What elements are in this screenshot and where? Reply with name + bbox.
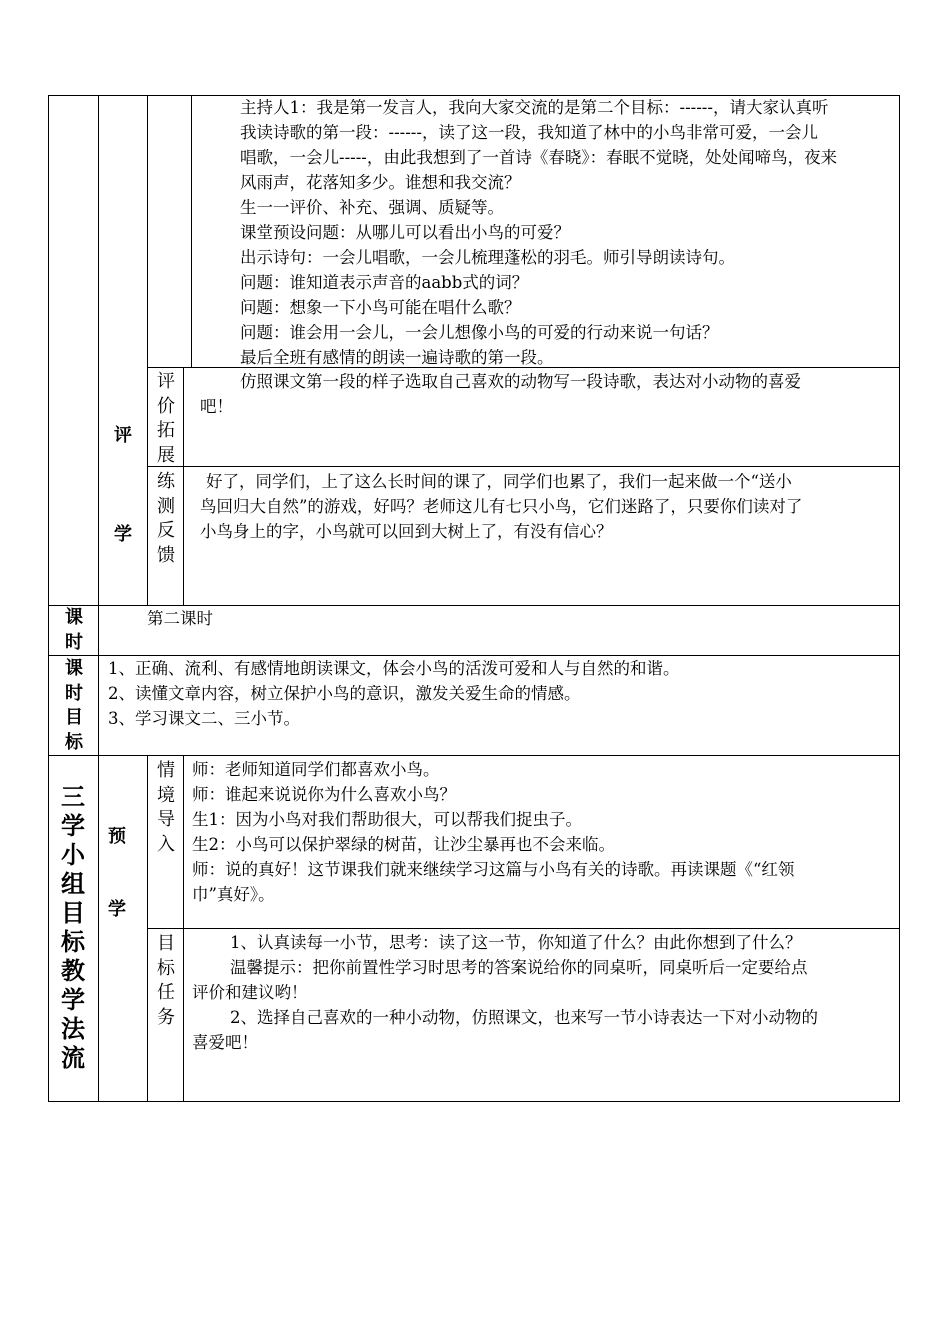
discussion-line: 我读诗歌的第一段：------，读了这一段，我知道了林中的小鸟非常可爱，一会儿	[240, 123, 818, 142]
col2-left-section1	[98, 95, 99, 606]
extend-line: 吧！	[200, 397, 233, 416]
label-char: 入	[157, 833, 175, 855]
lesson-time-divider	[98, 605, 99, 656]
goals-text	[108, 656, 893, 731]
label-char: 课	[65, 607, 83, 628]
feedback-line: 鸟回归大自然”的游戏，好吗？老师这儿有七只小鸟，它们迷路了，只要你们读对了	[200, 497, 803, 516]
col3-left-process	[147, 755, 148, 1102]
label-char: 练	[157, 471, 175, 492]
intro-line: 生1：因为小鸟对我们帮助很大，可以帮我们捉虫子。	[192, 810, 582, 829]
title-char: 教	[61, 957, 85, 985]
label-char: 情	[157, 760, 175, 781]
col3-left-section1	[147, 95, 148, 606]
feedback-line: 好了，同学们，上了这么长时间的课了，同学们也累了，我们一起来做一个“送小	[206, 472, 792, 491]
goal-line: 1、正确、流利、有感情地朗读课文，体会小鸟的活泼可爱和人与自然的和谐。	[108, 659, 680, 678]
task-line: 2、选择自己喜欢的一种小动物，仿照课文，也来写一节小诗表达一下对小动物的	[230, 1008, 818, 1027]
discussion-line: 问题：谁知道表示声音的aabb式的词？	[240, 273, 529, 292]
label-char: 目	[65, 707, 83, 728]
title-char: 组	[61, 870, 85, 898]
discussion-line: 唱歌，一会儿-----，由此我想到了一首诗《春晓》：春眠不觉晓，处处闻啼鸟，夜来	[240, 148, 838, 167]
goals-divider	[98, 655, 99, 756]
feedback-line: 小鸟身上的字，小鸟就可以回到大树上了，有没有信心？	[200, 522, 613, 541]
process-title	[58, 783, 88, 1073]
discussion-line: 风雨声，花落知多少。谁想和我交流？	[240, 173, 521, 192]
title-char: 学	[61, 812, 85, 840]
intro-line: 师：老师知道同学们都喜欢小鸟。	[192, 760, 440, 779]
intro-line: 生2：小鸟可以保护翠绿的树苗，让沙尘暴再也不会来临。	[192, 835, 615, 854]
goal-line: 2、读懂文章内容，树立保护小鸟的意识，激发关爱生命的情感。	[108, 684, 581, 703]
intro-line: 师：说的真好！这节课我们就来继续学习这篇与小鸟有关的诗歌。再读课题《“红领	[192, 860, 795, 879]
title-char: 三	[61, 783, 85, 811]
col4-left-extend	[183, 367, 184, 606]
label-char: 测	[157, 495, 175, 517]
label-char: 时	[65, 631, 83, 653]
task-line: 温馨提示：把你前置性学习时思考的答案说给你的同桌听，同桌听后一定要给点	[230, 958, 808, 977]
goals-label	[63, 657, 85, 755]
label-char: 时	[65, 682, 83, 704]
intro-label	[155, 759, 177, 857]
title-char: 流	[61, 1044, 85, 1072]
label-char: 价	[157, 395, 175, 417]
label-char: 标	[157, 957, 175, 979]
title-char: 学	[61, 986, 85, 1014]
lesson-time-value: 第二课时	[147, 609, 213, 628]
evaluate-char: 评	[114, 425, 132, 446]
lesson-time-label	[63, 606, 85, 655]
label-char: 任	[157, 982, 175, 1003]
label-char: 评	[157, 371, 175, 392]
label-char: 课	[65, 658, 83, 679]
label-char: 导	[157, 809, 175, 830]
title-char: 小	[61, 841, 85, 869]
discussion-line: 问题：想象一下小鸟可能在唱什么歌？	[240, 298, 521, 317]
extend-label	[155, 370, 177, 468]
divider-intro-task	[147, 928, 900, 929]
title-char: 标	[61, 928, 85, 956]
extend-line: 仿照课文第一段的样子选取自己喜欢的动物写一段诗歌，表达对小动物的喜爱	[240, 372, 801, 391]
intro-text	[192, 757, 892, 907]
label-char: 反	[157, 520, 175, 541]
evaluate-char: 学	[114, 524, 132, 545]
discussion-line: 生一一评价、补充、强调、质疑等。	[240, 198, 504, 217]
feedback-label	[155, 470, 177, 568]
feedback-text	[200, 469, 895, 544]
border-bottom	[48, 1101, 900, 1102]
task-text	[192, 930, 892, 1055]
col2-left-process	[98, 755, 99, 1102]
discussion-line: 出示诗句：一会儿唱歌，一会儿梳理蓬松的羽毛。师引导朗读诗句。	[240, 248, 735, 267]
col4-left-discussion	[191, 95, 192, 368]
label-char: 标	[65, 731, 83, 753]
intro-line: 师：谁起来说说你为什么喜欢小鸟？	[192, 785, 456, 804]
goal-line: 3、学习课文二、三小节。	[108, 709, 300, 728]
discussion-line: 问题：谁会用一会儿，一会儿想像小鸟的可爱的行动来说一句话？	[240, 323, 719, 342]
task-line: 评价和建议哟！	[192, 983, 308, 1002]
task-line: 1、认真读每一小节，思考：读了这一节，你知道了什么？由此你想到了什么？	[230, 933, 802, 952]
discussion-line: 主持人1：我是第一发言人，我向大家交流的是第二个目标：------，请大家认真听	[240, 98, 829, 117]
discussion-line: 课堂预设问题：从哪儿可以看出小鸟的可爱？	[240, 223, 570, 242]
label-char: 境	[157, 784, 175, 806]
discussion-line: 最后全班有感情的朗读一遍诗歌的第一段。	[240, 348, 554, 367]
divider-goals-end	[48, 755, 900, 756]
label-char: 馈	[157, 544, 175, 566]
border-left	[48, 95, 49, 1102]
discussion-text	[240, 95, 890, 370]
col4-left-process	[183, 755, 184, 1102]
task-label	[155, 932, 177, 1030]
preview-char: 预	[108, 826, 126, 847]
intro-line: 巾”真好》。	[192, 885, 275, 904]
extend-text	[200, 369, 895, 419]
divider-extend-feedback	[147, 466, 900, 467]
title-char: 目	[61, 899, 85, 927]
label-char: 目	[157, 933, 175, 954]
title-char: 法	[61, 1015, 85, 1043]
border-right	[899, 95, 900, 1102]
label-char: 务	[157, 1006, 175, 1028]
label-char: 展	[157, 444, 175, 466]
task-line: 喜爱吧！	[192, 1033, 258, 1052]
label-char: 拓	[157, 420, 175, 441]
preview-char: 学	[108, 899, 126, 920]
